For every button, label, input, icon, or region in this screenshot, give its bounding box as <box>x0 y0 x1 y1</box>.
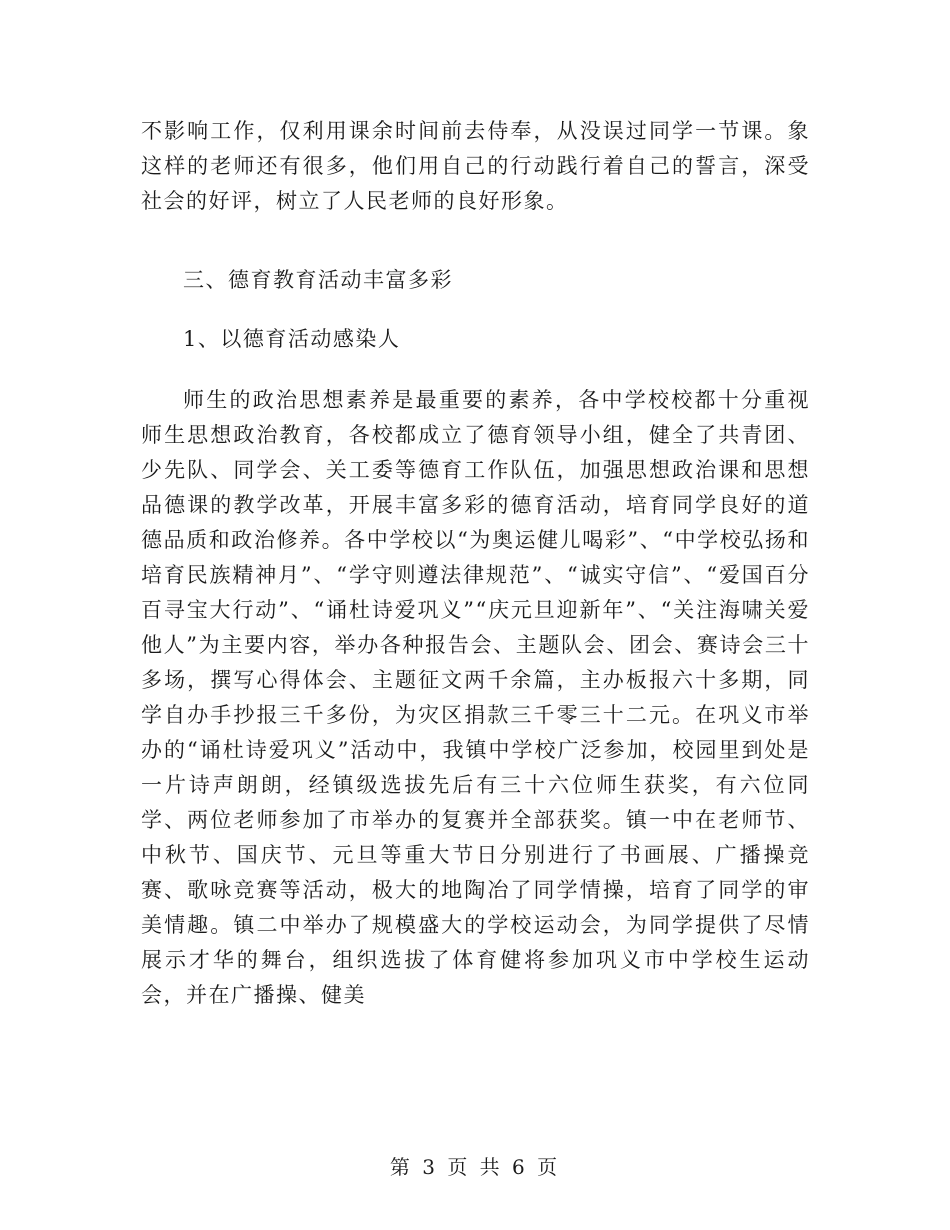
continuation-paragraph: 不影响工作，仅利用课余时间前去侍奉，从没误过同学一节课。象这样的老师还有很多，他们用自己的行动践行着自己的誓言，深受社会的好评，树立了人民老师的良好形象。 <box>141 119 810 213</box>
section-heading: 三、德育教育活动丰富多彩 <box>183 268 453 292</box>
subheading: 1、以德育活动感染人 <box>183 327 401 351</box>
body-paragraph: 师生的政治思想素养是最重要的素养，各中学校校都十分重视师生思想政治教育，各校都成立了德育领导小组，健全了共青团、少先队、同学会、关工委等德育工作队伍，加强思想政治课和思想品德课的教学改革，开展丰富多彩的德育活动，培育同学良好的道德品质和政治修养。各中学校以“为奥运健儿喝彩”、“中学校弘扬和培育民族精神月”、“学守则遵法律规范”、“诚实守信”、“爱国百分百寻宝大行动”、“诵杜诗爱巩义”“庆元旦迎新年”、“关注海啸关爱他人”为主要内容，举办各种报告会、主题队会、团会、赛诗会三十多场，撰写心得体会、主题征文两千余篇，主办板报六十多期，同学自办手抄报三千多份，为灾区捐款三千零三十二元。在巩义市举办的“诵杜诗爱巩义”活动中，我镇中学校广泛参加，校园里到处是一片诗声朗朗，经镇级选拔先后有三十六位师生获奖，有六位同学、两位老师参加了市举办的复赛并全部获奖。镇一中在老师节、中秋节、国庆节、元旦等重大节日分别进行了书画展、广播操竞赛、歌咏竞赛等活动，极大的地陶冶了同学情操，培育了同学的审美情趣。镇二中举办了规模盛大的学校运动会，为同学提供了尽情展示才华的舞台，组织选拔了体育健将参加巩义市中学校生运动会，并在广播操、健美 <box>141 388 810 1007</box>
page-number-footer: 第 3 页 共 6 页 <box>389 1155 561 1179</box>
